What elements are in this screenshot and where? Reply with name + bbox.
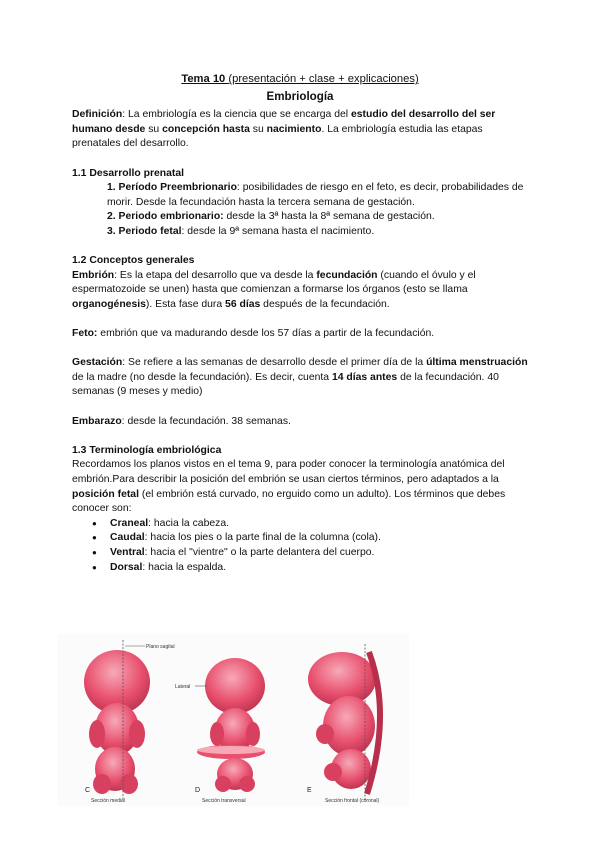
embryo-illustration (57, 634, 409, 806)
document-page (72, 72, 528, 575)
plano-sagital-label: Plano sagital (146, 644, 175, 650)
terms-list (72, 517, 528, 575)
lateral-label: Lateral (175, 684, 191, 690)
list-item: ● Craneal: hacia la cabeza. (92, 517, 528, 532)
section-heading-1-2: 1.2 Conceptos generales (72, 255, 195, 267)
panel-c-caption: Sección medial (91, 798, 125, 804)
list-item: 2. Periodo embrionario: desde la 3ª hasta la 8ª semana de gestación. (107, 211, 435, 223)
list-item: 3. Periodo fetal: desde la 9ª semana hasta el nacimiento. (107, 225, 375, 237)
section-heading-1-1: 1.1 Desarrollo prenatal (72, 167, 185, 179)
feto-paragraph: Feto: embrión que va madurando desde los 57 días a partir de la fecundación. (72, 328, 435, 340)
embryo-panel-e (307, 644, 380, 804)
list-item: 1. Período Preembrionario: posibilidades de riesgo en el feto, es decir, probabilidades de morir. Desde la fecundación hasta la tercera semana de gestación. (107, 182, 524, 208)
embrion-paragraph: Embrión: Es la etapa del desarrollo que va desde la fecundación (cuando el óvulo y el espermatozoide se unen) hasta que comienzan a formarse los órganos (esto se llama organogénesis). Esta fase dura 56 días después de la fecundación. (72, 269, 476, 310)
document-title (72, 72, 528, 87)
section-heading-1-3: 1.3 Terminología embriológica (72, 444, 222, 456)
period-list (72, 181, 528, 239)
terminologia-paragraph: Recordamos los planos vistos en el tema 9, para poder conocer la terminología anatómica del embrión.Para describir la posición del embrión se usan ciertos términos, pero adaptados a la posición fetal (el embrión está curvado, no erguido como un adulto). Los términos que debes conocer son: (72, 459, 506, 515)
panel-e-caption: Sección frontal (coronal) (325, 798, 380, 804)
panel-d-caption: Sección transversal (202, 798, 246, 804)
embryo-sections-figure (57, 634, 409, 806)
embarazo-paragraph: Embarazo: desde la fecundación. 38 semanas. (72, 415, 291, 427)
panel-c-letter: C (85, 787, 91, 794)
list-item: ● Caudal: hacia los pies o la parte final de la columna (cola). (92, 531, 528, 546)
tema-subtitle: (presentación + clase + explicaciones) (228, 73, 419, 85)
panel-d-letter: D (195, 787, 201, 794)
tema-number: Tema 10 (181, 73, 229, 85)
list-item: ● Dorsal: hacia la espalda. (92, 561, 528, 576)
definition-paragraph: Definición: La embriología es la ciencia que se encarga del estudio del desarrollo del ser humano desde su concepción hasta su nacimiento. La embriología estudia las etapas prenatales del desarrollo. (72, 109, 496, 150)
panel-e-letter: E (307, 787, 312, 794)
gestacion-paragraph: Gestación: Se refiere a las semanas de desarrollo desde el primer día de la última menstruación de la madre (no desde la fecundación). Es decir, cuenta 14 días antes de la fecundación. 40 semanas (9 meses y medio) (72, 357, 528, 398)
embryo-panel-d (175, 658, 265, 804)
list-item: ● Ventral: hacia el "vientre" o la parte delantera del cuerpo. (92, 546, 528, 561)
document-subtitle: Embriología (266, 89, 334, 103)
embryo-panel-c (84, 640, 175, 804)
